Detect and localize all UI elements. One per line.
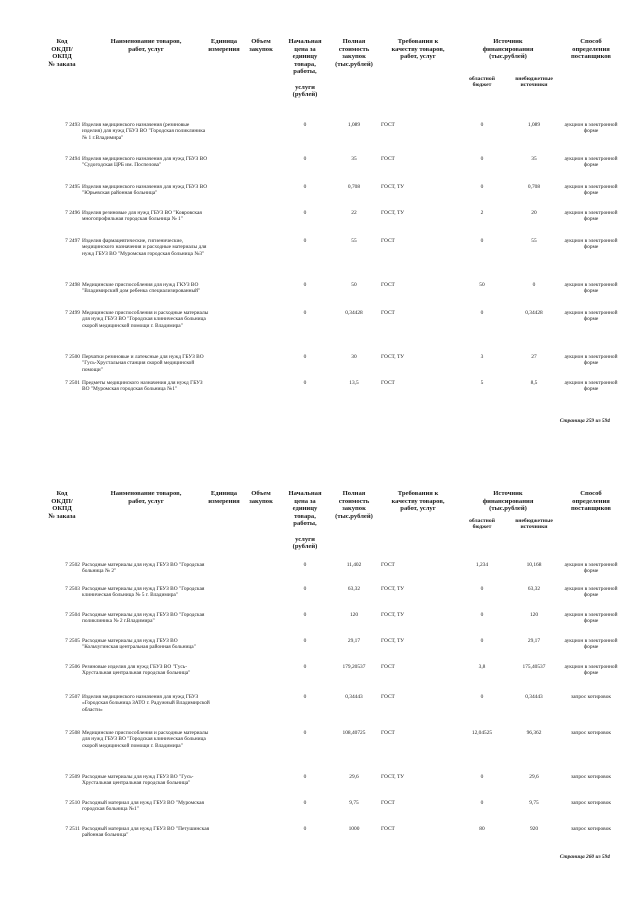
- procurement-method: аукцион в электронной форме: [564, 586, 618, 599]
- start-price: 0: [303, 800, 307, 806]
- total-cost: 1,089: [347, 122, 361, 128]
- document-page-260: [0, 452, 640, 905]
- extra-budget: 10,168: [526, 562, 542, 568]
- start-price: 0: [303, 638, 307, 644]
- procurement-method: аукцион в электронной форме: [564, 238, 618, 251]
- procurement-method: аукцион в электронной форме: [564, 638, 618, 651]
- item-name: Медицинские приспособления и расходные материалы для нужд ГБУЗ ВО "Городская клиническая больница скорой медицинской помощи г. Владимира": [82, 730, 209, 749]
- procurement-method: аукцион в электронной форме: [564, 282, 618, 295]
- extra-budget: 0,34443: [525, 694, 543, 700]
- item-name: Расходные материалы для нужд ГБУЗ ВО "Гусь-Хрустальная центральная городская больница": [82, 774, 194, 787]
- okdp-code: 7 2498: [65, 282, 80, 288]
- okdp-code: 7 2496: [65, 210, 80, 216]
- page-footer: Страница 260 из 594: [559, 854, 610, 860]
- extra-budget: 55: [531, 238, 537, 244]
- item-name: Расходный материал для нужд ГБУЗ ВО "Петушинская районная больница": [82, 826, 210, 839]
- extra-budget: 27: [531, 354, 537, 360]
- header-unit: Единица измерения: [208, 38, 240, 53]
- item-name: Резиновые изделия для нужд ГБУЗ ВО "Гусь-Хрустальная центральная городская больница": [82, 664, 191, 677]
- extra-budget: 1,089: [527, 122, 541, 128]
- start-price: 0: [303, 664, 307, 670]
- okdp-code: 7 2508: [65, 730, 80, 736]
- regional-budget: 0: [480, 122, 484, 128]
- quality-requirements: ГОСТ, ТУ: [381, 184, 405, 190]
- extra-budget: 29,17: [527, 638, 541, 644]
- procurement-method: аукцион в электронной форме: [564, 664, 618, 677]
- regional-budget: 0: [480, 184, 484, 190]
- quality-requirements: ГОСТ, ТУ: [381, 210, 405, 216]
- okdp-code: 7 2504: [65, 612, 80, 618]
- okdp-code: 7 2510: [65, 800, 80, 806]
- quality-requirements: ГОСТ, ТУ: [381, 638, 405, 644]
- okdp-code: 7 2502: [65, 562, 80, 568]
- regional-budget: 0: [480, 694, 484, 700]
- extra-budget: 0: [532, 282, 536, 288]
- header-source-regional: областной бюджет: [469, 518, 495, 531]
- start-price: 0: [303, 122, 307, 128]
- extra-budget: 96,362: [526, 730, 542, 736]
- regional-budget: 0: [480, 800, 484, 806]
- regional-budget: 0: [480, 586, 484, 592]
- extra-budget: 20: [531, 210, 537, 216]
- header-start-price: Начальная цена за единицу товара, работы, услуги (рублей): [288, 490, 322, 551]
- okdp-code: 7 2497: [65, 238, 80, 244]
- header-unit: Единица измерения: [208, 490, 240, 505]
- start-price: 0: [303, 282, 307, 288]
- item-name: Расходные материалы для нужд ГБУЗ ВО "Городская больница № 2": [82, 562, 205, 575]
- okdp-code: 7 2505: [65, 638, 80, 644]
- regional-budget: 2: [480, 210, 484, 216]
- extra-budget: 9,75: [529, 800, 539, 806]
- quality-requirements: ГОСТ, ТУ: [381, 354, 405, 360]
- regional-budget: 5: [480, 380, 484, 386]
- extra-budget: 920: [529, 826, 539, 832]
- extra-budget: 35: [531, 156, 537, 162]
- total-cost: 1000: [348, 826, 360, 832]
- regional-budget: 0: [480, 774, 484, 780]
- quality-requirements: ГОСТ, ТУ: [381, 586, 405, 592]
- okdp-code: 7 2499: [65, 310, 80, 316]
- item-name: Перчатки резиновые и латексные для нужд ГБУЗ ВО "Гусь-Хрустальная станция скорой медицинской помощи": [82, 354, 204, 373]
- total-cost: 35: [351, 156, 357, 162]
- header-source-regional: областной бюджет: [469, 76, 495, 89]
- header-total: Полная стоимость закупок (тыс.рублей): [335, 490, 373, 520]
- quality-requirements: ГОСТ: [381, 730, 395, 736]
- extra-budget: 175,40537: [522, 664, 546, 670]
- quality-requirements: ГОСТ: [381, 310, 395, 316]
- item-name: Изделия фармацевтические, гигиенические, медицинского назначения и расходные материалы для нужд ГБУЗ ВО "Муромская городская больница №3": [82, 238, 207, 257]
- okdp-code: 7 2511: [65, 826, 80, 832]
- procurement-method: аукцион в электронной форме: [564, 310, 618, 323]
- procurement-method: аукцион в электронной форме: [564, 562, 618, 575]
- quality-requirements: ГОСТ: [381, 122, 395, 128]
- total-cost: 63,32: [347, 586, 361, 592]
- header-source: Источник финансирования (тыс.рублей): [482, 38, 534, 61]
- regional-budget: 0: [480, 156, 484, 162]
- start-price: 0: [303, 310, 307, 316]
- total-cost: 0,34443: [345, 694, 363, 700]
- start-price: 0: [303, 730, 307, 736]
- page-footer: Страница 259 из 594: [559, 418, 610, 424]
- document-page-259: [0, 0, 640, 452]
- extra-budget: 8,5: [530, 380, 538, 386]
- okdp-code: 7 2506: [65, 664, 80, 670]
- procurement-method: аукцион в электронной форме: [564, 210, 618, 223]
- header-method: Способ определения поставщиков: [571, 490, 611, 513]
- okdp-code: 7 2500: [65, 354, 80, 360]
- okdp-code: 7 2501: [65, 380, 80, 386]
- item-name: Изделия резиновые для нужд ГБУЗ ВО "Ковровская многопрофильная городская больница № 1": [82, 210, 202, 223]
- total-cost: 29,17: [347, 638, 361, 644]
- extra-budget: 120: [529, 612, 539, 618]
- item-name: Предметы медицинского назначения для нужд ГБУЗ ВО "Муромская городская больница №1": [82, 380, 203, 393]
- procurement-method: аукцион в электронной форме: [564, 122, 618, 135]
- procurement-method: запрос котировок: [570, 694, 612, 700]
- start-price: 0: [303, 562, 307, 568]
- start-price: 0: [303, 354, 307, 360]
- total-cost: 13,5: [349, 380, 359, 386]
- quality-requirements: ГОСТ: [381, 664, 395, 670]
- procurement-method: запрос котировок: [570, 826, 612, 832]
- start-price: 0: [303, 694, 307, 700]
- okdp-code: 7 2509: [65, 774, 80, 780]
- item-name: Расходный материал для нужд ГБУЗ ВО "Муромская городская больница №1": [82, 800, 204, 813]
- procurement-method: запрос котировок: [570, 730, 612, 736]
- extra-budget: 0,34428: [525, 310, 543, 316]
- quality-requirements: ГОСТ: [381, 238, 395, 244]
- header-source-extra: внебюджетные источники: [515, 518, 553, 531]
- extra-budget: 0,708: [527, 184, 541, 190]
- regional-budget: 0: [480, 612, 484, 618]
- procurement-method: аукцион в электронной форме: [564, 612, 618, 625]
- procurement-method: аукцион в электронной форме: [564, 354, 618, 367]
- start-price: 0: [303, 380, 307, 386]
- quality-requirements: ГОСТ, ТУ: [381, 612, 405, 618]
- total-cost: 11,402: [346, 562, 362, 568]
- regional-budget: 3,8: [478, 664, 486, 670]
- quality-requirements: ГОСТ, ТУ: [381, 774, 405, 780]
- okdp-code: 7 2494: [65, 156, 80, 162]
- procurement-method: аукцион в электронной форме: [564, 156, 618, 169]
- regional-budget: 0: [480, 238, 484, 244]
- total-cost: 0,708: [347, 184, 361, 190]
- quality-requirements: ГОСТ: [381, 156, 395, 162]
- procurement-method: аукцион в электронной форме: [564, 380, 618, 393]
- extra-budget: 63,32: [527, 586, 541, 592]
- regional-budget: 80: [479, 826, 485, 832]
- item-name: Расходные материалы для нужд ГБУЗ ВО "Кольчугинская центральная районная больница": [82, 638, 196, 651]
- start-price: 0: [303, 184, 307, 190]
- header-name: Наименование товаров, работ, услуг: [110, 490, 182, 505]
- quality-requirements: ГОСТ: [381, 380, 395, 386]
- start-price: 0: [303, 238, 307, 244]
- total-cost: 29,6: [349, 774, 359, 780]
- header-start-price: Начальная цена за единицу товара, работы, услуги (рублей): [288, 38, 322, 99]
- procurement-method: запрос котировок: [570, 774, 612, 780]
- start-price: 0: [303, 612, 307, 618]
- quality-requirements: ГОСТ: [381, 694, 395, 700]
- item-name: Расходные материалы для нужд ГБУЗ ВО "Городская клиническая больница № 5 г. Владимира": [82, 586, 205, 599]
- quality-requirements: ГОСТ: [381, 562, 395, 568]
- item-name: Медицинские приспособления для нужд ГКУЗ ВО "Владимирский дом ребенка специализированный": [82, 282, 201, 295]
- total-cost: 30: [351, 354, 357, 360]
- item-name: Изделия медицинского назначения для нужд ГБУЗ ВО "Судогодская ЦРБ им. Поспелова": [82, 156, 208, 169]
- start-price: 0: [303, 210, 307, 216]
- okdp-code: 7 2495: [65, 184, 80, 190]
- total-cost: 50: [351, 282, 357, 288]
- regional-budget: 3: [480, 354, 484, 360]
- header-name: Наименование товаров, работ, услуг: [110, 38, 182, 53]
- regional-budget: 0: [480, 310, 484, 316]
- start-price: 0: [303, 774, 307, 780]
- procurement-method: запрос котировок: [570, 800, 612, 806]
- start-price: 0: [303, 586, 307, 592]
- header-source-extra: внебюджетные источники: [515, 76, 553, 89]
- item-name: Изделия медицинского назначения (резиновые изделия) для нужд ГБУЗ ВО "Городская поликлиника № 1 г.Владимира": [82, 122, 206, 141]
- total-cost: 0,34428: [345, 310, 363, 316]
- quality-requirements: ГОСТ: [381, 282, 395, 288]
- header-method: Способ определения поставщиков: [571, 38, 611, 61]
- regional-budget: 50: [479, 282, 485, 288]
- okdp-code: 7 2503: [65, 586, 80, 592]
- header-volume: Объем закупок: [249, 490, 273, 505]
- item-name: Расходные материалы для нужд ГБУЗ ВО "Городская поликлиника № 2 г.Владимира": [82, 612, 205, 625]
- total-cost: 55: [351, 238, 357, 244]
- total-cost: 108,40725: [342, 730, 366, 736]
- start-price: 0: [303, 826, 307, 832]
- okdp-code: 7 2507: [65, 694, 80, 700]
- okdp-code: 7 2493: [65, 122, 80, 128]
- item-name: Медицинские приспособления и расходные материалы для нужд ГБУЗ ВО "Городская клиническая больница скорой медицинской помощи г. Владимира": [82, 310, 209, 329]
- header-volume: Объем закупок: [249, 38, 273, 53]
- header-requirements: Требования к качеству товаров, работ, услуг: [391, 490, 445, 513]
- item-name: Изделия медицинского назначения для нужд ГБУЗ ВО "Юрьевская районная больница": [82, 184, 208, 197]
- header-requirements: Требования к качеству товаров, работ, услуг: [391, 38, 445, 61]
- item-name: Изделия медицинского назначения для нужд ГБУЗ «Городская больница ЗАТО г. Радужный Владимирской области»: [82, 694, 210, 713]
- procurement-method: аукцион в электронной форме: [564, 184, 618, 197]
- total-cost: 120: [349, 612, 359, 618]
- header-total: Полная стоимость закупок (тыс.рублей): [335, 38, 373, 68]
- header-code: Код ОКДП/ ОКПД № заказа: [48, 38, 76, 68]
- extra-budget: 29,6: [529, 774, 539, 780]
- quality-requirements: ГОСТ: [381, 826, 395, 832]
- total-cost: 179,20537: [342, 664, 366, 670]
- regional-budget: 1,234: [475, 562, 489, 568]
- start-price: 0: [303, 156, 307, 162]
- header-source: Источник финансирования (тыс.рублей): [482, 490, 534, 513]
- total-cost: 9,75: [349, 800, 359, 806]
- quality-requirements: ГОСТ: [381, 800, 395, 806]
- total-cost: 22: [351, 210, 357, 216]
- regional-budget: 12,04525: [471, 730, 493, 736]
- regional-budget: 0: [480, 638, 484, 644]
- header-code: Код ОКДП/ ОКПД № заказа: [48, 490, 76, 520]
